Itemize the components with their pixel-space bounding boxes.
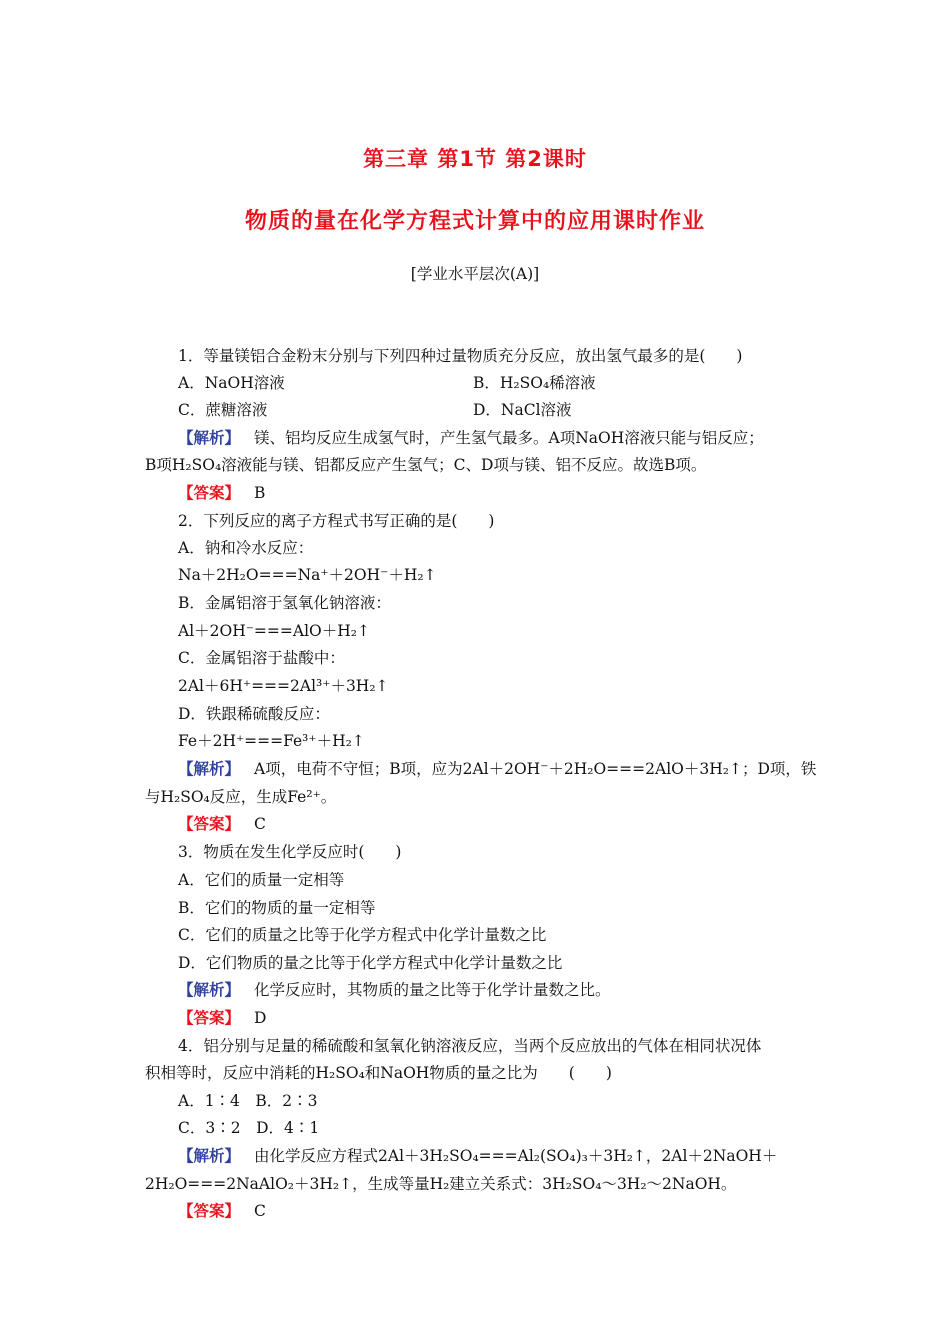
q2-answer-value: C [254,815,266,833]
q4-options-ab: A．1∶4 B．2∶3 [178,1092,318,1110]
q4-answer [178,1201,266,1221]
answer-tag: 【答案】 [178,815,241,833]
q2-stem: 2．下列反应的离子方程式书写正确的是( ) [178,512,495,530]
q2-equation-c: 2Al＋6H⁺===2Al³⁺＋3H₂↑ [178,677,389,695]
q2-answer [178,814,266,834]
analysis-tag: 【解析】 [178,981,241,999]
q1-option-d: D．NaCl溶液 [473,401,572,419]
lesson-title: 物质的量在化学方程式计算中的应用课时作业 [244,209,705,234]
q2-analysis-line1: A项，电荷不守恒；B项，应为2Al＋2OH⁻＋2H₂O===2AlO＋3H₂↑；D项，铁 [254,760,817,778]
chapter-title: 第三章 第1节 第2课时 [363,147,587,171]
level-label: [学业水平层次(A)] [410,265,540,283]
q1-option-c: C．蔗糖溶液 [178,401,268,419]
q2-option-a: A．钠和冷水反应： [178,539,314,557]
q2-option-d: D．铁跟稀硫酸反应： [178,705,330,723]
q2-analysis-line2: 与H₂SO₄反应，生成Fe²⁺。 [145,788,337,806]
answer-tag: 【答案】 [178,1009,241,1027]
q3-option-b: B．它们的物质的量一定相等 [178,899,376,917]
q3-answer [178,1008,266,1028]
q1-option-b: B．H₂SO₄稀溶液 [473,374,596,392]
q1-analysis-line2: B项H₂SO₄溶液能与镁、铝都反应产生氢气；C、D项与镁、铝不反应。故选B项。 [145,456,707,474]
q4-analysis [178,1146,777,1166]
q2-analysis [178,759,816,779]
q1-analysis-line1: 镁、铝均反应生成氢气时，产生氢气最多。A项NaOH溶液只能与铝反应； [254,429,764,447]
q3-stem: 3．物质在发生化学反应时( ) [178,843,402,861]
q3-option-d: D．它们物质的量之比等于化学方程式中化学计量数之比 [178,954,563,972]
q2-equation-b: Al＋2OH⁻===AlO＋H₂↑ [178,622,370,640]
q2-option-b: B．金属铝溶于氢氧化钠溶液： [178,594,391,612]
q2-option-c: C．金属铝溶于盐酸中： [178,649,345,667]
q4-analysis-line1: 由化学反应方程式2Al＋3H₂SO₄===Al₂(SO₄)₃＋3H₂↑，2Al＋2NaOH＋ [254,1147,778,1165]
q1-analysis [178,428,764,448]
analysis-tag: 【解析】 [178,1147,241,1165]
answer-tag: 【答案】 [178,484,241,502]
q3-option-c: C．它们的质量之比等于化学方程式中化学计量数之比 [178,926,547,944]
q3-option-a: A．它们的质量一定相等 [178,871,345,889]
analysis-tag: 【解析】 [178,760,241,778]
answer-tag: 【答案】 [178,1202,241,1220]
q4-answer-value: C [254,1202,266,1220]
q3-analysis [178,980,611,1000]
q1-option-a: A．NaOH溶液 [178,374,285,392]
q2-equation-a: Na＋2H₂O===Na⁺＋2OH⁻＋H₂↑ [178,566,437,584]
q4-stem-line1: 4．铝分别与足量的稀硫酸和氢氧化钠溶液反应，当两个反应放出的气体在相同状况体 [178,1037,762,1055]
q1-answer-value: B [254,484,266,502]
q1-stem: 1．等量镁铝合金粉末分别与下列四种过量物质充分反应，放出氢气最多的是( ) [178,347,743,365]
q4-options-cd: C．3∶2 D．4∶1 [178,1119,320,1137]
q4-stem-line2: 积相等时，反应中消耗的H₂SO₄和NaOH物质的量之比为 ( ) [145,1064,612,1082]
q3-answer-value: D [254,1009,267,1027]
q1-answer [178,483,265,503]
q4-analysis-line2: 2H₂O===2NaAlO₂＋3H₂↑，生成等量H₂建立关系式：3H₂SO₄～3H₂～2NaOH。 [145,1175,737,1193]
analysis-tag: 【解析】 [178,429,241,447]
q3-analysis-line1: 化学反应时，其物质的量之比等于化学计量数之比。 [254,981,611,999]
q2-equation-d: Fe＋2H⁺===Fe³⁺＋H₂↑ [178,732,365,750]
